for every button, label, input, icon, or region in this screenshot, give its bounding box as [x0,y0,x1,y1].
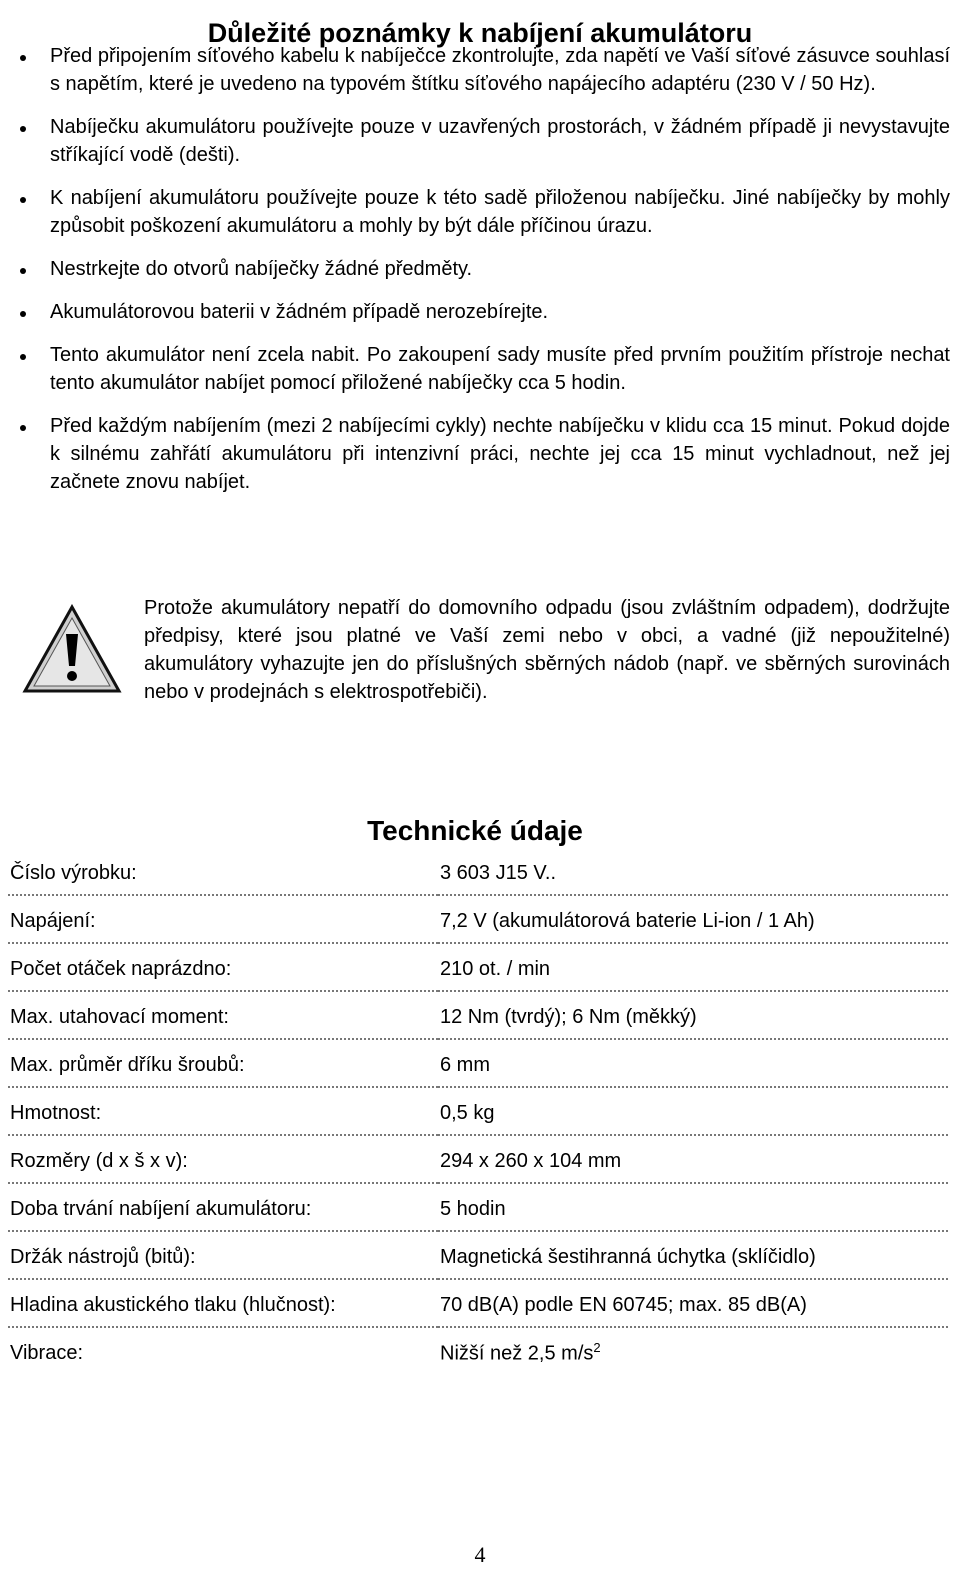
table-row [8,1135,948,1183]
list-item [0,412,960,496]
page-number: 4 [474,1542,486,1567]
spec-value [438,1231,948,1279]
list-item [0,341,960,397]
table-row [8,1231,948,1279]
list-item [0,255,960,283]
spec-value [438,895,948,943]
table-row [8,1183,948,1231]
bullet-icon [20,354,26,360]
list-item [0,42,960,98]
table-row [8,1039,948,1087]
specs-table [8,848,948,1374]
spec-value [438,1135,948,1183]
spec-value [438,943,948,991]
notes-list [0,42,960,511]
warning-text: Protože akumulátory nepatří do domovního odpadu (jsou zvláštním odpadem), dodržujte předpisy, které jsou platné ve Vaší zemi nebo v obci, a vadné (již nepoužitelné) akumulátory vyhazujte jen do příslušných sběrných nádob (např. ve sběrných surovinách nebo v prodejnách s elektrospotřebiči). [144,597,950,703]
note-text: Akumulátorovou baterii v žádném případě nerozebírejte. [50,301,549,323]
spec-value [438,848,948,895]
spec-value-text: 70 dB(A) podle EN 60745; max. 85 dB(A) [440,1293,807,1316]
spec-value-text: 210 ot. / min [440,957,551,980]
table-row [8,895,948,943]
warning-triangle-icon [22,604,122,694]
spec-value-text: 12 Nm (tvrdý); 6 Nm (měkký) [440,1005,697,1028]
bullet-icon [20,311,26,317]
spec-label: Max. utahovací moment: [8,991,438,1039]
spec-value-text: Nižší než 2,5 m/s [440,1342,594,1365]
spec-value [438,1183,948,1231]
table-row [8,943,948,991]
spec-value-text: Magnetická šestihranná úchytka (sklíčidlo) [440,1245,816,1268]
spec-label: Držák nástrojů (bitů): [8,1231,438,1279]
bullet-icon [20,126,26,132]
spec-label: Hladina akustického tlaku (hlučnost): [8,1279,438,1327]
spec-value-superscript: 2 [593,1340,601,1356]
spec-value [438,1087,948,1135]
spec-label: Max. průměr dříku šroubů: [8,1039,438,1087]
spec-label: Napájení: [8,895,438,943]
spec-value [438,1279,948,1327]
spec-label: Vibrace: [10,1341,84,1364]
spec-label: Rozměry (d x š x v): [8,1135,438,1183]
list-item [0,298,960,326]
section-title: Technické údaje [367,815,583,847]
spec-value-text: 6 mm [440,1053,490,1076]
note-text: Tento akumulátor není zcela nabit. Po zakoupení sady musíte před prvním použitím přístroje nechat tento akumulátor nabíjet pomocí přiložené nabíječky cca 5 hodin. [50,344,950,394]
table-row [8,1327,948,1374]
note-text: Před každým nabíjením (mezi 2 nabíjecími cykly) nechte nabíječku v klidu cca 15 minut. Pokud dojde k silnému zahřátí akumulátoru při intenzivní práci, nechte jej cca 15 minut vychladnout, než jej začnete znovu nabíjet. [50,415,950,493]
spec-value-text: 294 x 260 x 104 mm [440,1149,622,1172]
spec-value-text: 5 hodin [440,1197,506,1220]
bullet-icon [20,197,26,203]
table-row [8,991,948,1039]
spec-value [438,991,948,1039]
spec-label: Hmotnost: [8,1087,438,1135]
table-row [8,1279,948,1327]
spec-value-text: 7,2 V (akumulátorová baterie Li-ion / 1 Ah) [440,909,815,932]
table-row [8,848,948,895]
warning-block [0,594,960,739]
bullet-icon [20,55,26,61]
note-text: Před připojením síťového kabelu k nabíječce zkontrolujte, zda napětí ve Vaší síťové zásuvce souhlasí s napětím, které je uvedeno na typovém štítku síťového napájecího adaptéru (230 V / 50 Hz). [50,45,950,95]
spec-label: Číslo výrobku: [8,848,438,895]
spec-value-text: 0,5 kg [440,1101,495,1124]
note-text: Nestrkejte do otvorů nabíječky žádné předměty. [50,258,473,280]
spec-value-text: 3 603 J15 V.. [440,861,557,884]
list-item [0,113,960,169]
bullet-icon [20,425,26,431]
note-text: K nabíjení akumulátoru používejte pouze k této sadě přiloženou nabíječku. Jiné nabíječky by mohly způsobit poškození akumulátoru a mohly by být dále příčinou úrazu. [50,187,950,237]
spec-value [438,1327,948,1374]
spec-value [438,1039,948,1087]
page-title: Důležité poznámky k nabíjení akumulátoru [207,18,753,49]
table-row [8,1087,948,1135]
spec-label: Doba trvání nabíjení akumulátoru: [8,1183,438,1231]
note-text: Nabíječku akumulátoru používejte pouze v uzavřených prostorách, v žádném případě ji nevystavujte stříkající vodě (dešti). [50,116,950,166]
bullet-icon [20,268,26,274]
list-item [0,184,960,240]
spec-label: Počet otáček naprázdno: [8,943,438,991]
